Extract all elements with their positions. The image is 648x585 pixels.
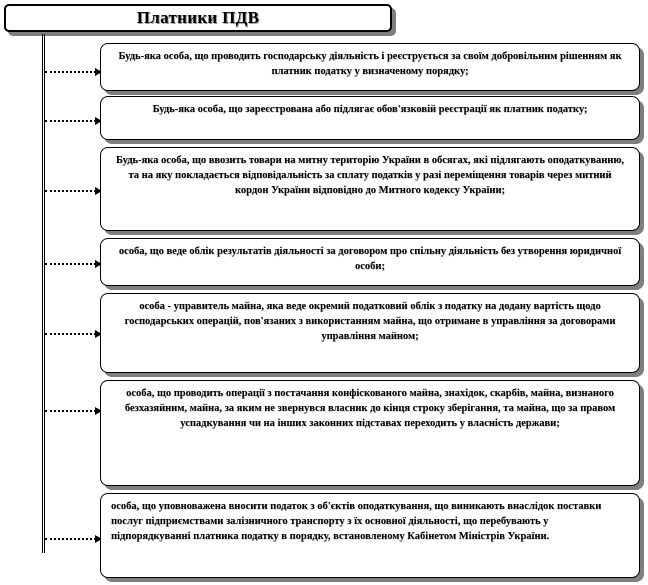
payer-text-5: особа - управитель майна, яка веде окремий податковий облік з податку на додану вартість щодо господарських операцій, пов'язаних з використанням майна, що отримане в управління за договорами управління майном; [124,301,616,342]
connector-1 [45,71,100,73]
trunk-line [42,34,45,553]
payer-box-3 [100,147,640,231]
connector-3 [45,190,100,192]
payer-text-2: Будь-яка особа, що зареєстрована або підлягає обов'язковій реєстрації як платник податку; [152,104,588,115]
connector-2 [45,120,100,122]
payer-text-7: особа, що уповноважена вносити податок з об'єктів оподаткування, що виникають внаслідок поставки послуг підприємствами залізничного транспорту з їх основної діяльності, що перебувають у підпорядкуванні платника податку в порядку, встановленому Кабінетом Міністрів України. [111,501,602,542]
connector-7 [45,538,100,540]
payer-text-4: особа, що веде облік результатів діяльності за договором про спільну діяльність без утворення юридичної особи; [118,246,622,272]
connector-4 [45,263,100,265]
payer-box-4 [100,238,640,286]
connector-6 [45,410,100,412]
title-box [4,4,392,32]
diagram-title: Платники ПДВ [136,8,260,27]
payer-text-3: Будь-яка особа, що ввозить товари на митну територію України в обсягах, які підлягають оподаткуванню, та на яку покладається відповідальність за сплату податків у разі переміщення товарів через митний кордон України відповідно до Митного кодексу України; [115,155,625,196]
payer-box-2 [100,96,640,140]
payer-box-1 [100,43,640,91]
payer-box-7 [100,493,640,578]
payer-text-6: особа, що проводить операції з постачання конфіскованого майна, знахідок, скарбів, майна, визнаного безхазяйним, майна, за яким не звернувся власник до кінця строку зберігання, та майна, що за правом успадкування чи на інших законних підставах переходить у власність держави; [124,388,616,429]
payer-box-5 [100,293,640,373]
payer-box-6 [100,380,640,486]
connector-5 [45,333,100,335]
payer-text-1: Будь-яка особа, що проводить господарську діяльність і реєструється за своїм добровільним рішенням як платник податку у визначеному порядку; [118,51,622,77]
